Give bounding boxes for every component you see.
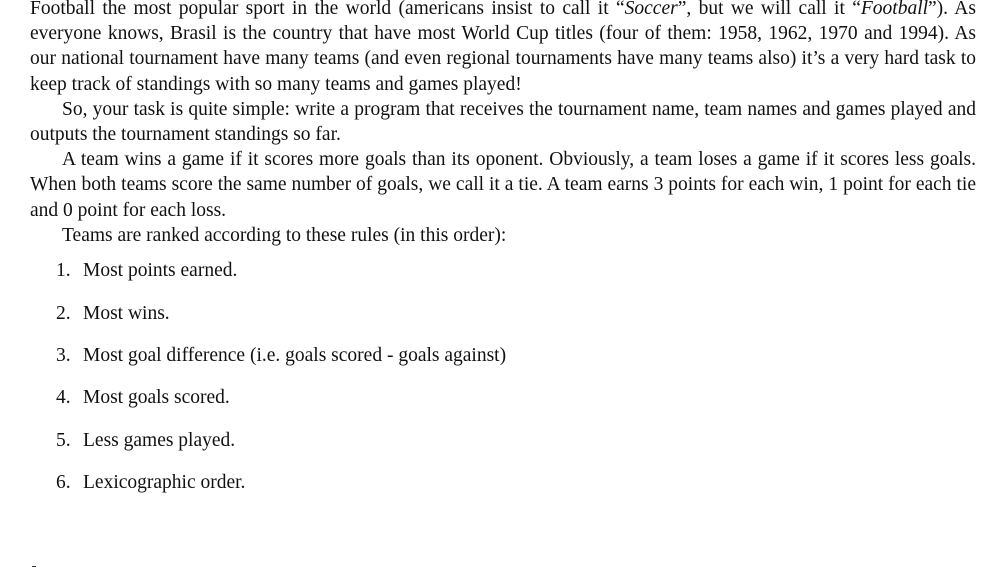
football-term: Football: [860, 0, 929, 19]
list-item: [30, 428, 976, 453]
list-item-text: Less games played.: [83, 429, 236, 451]
list-item-text: Most points earned.: [83, 260, 238, 282]
list-item-number: 3.: [56, 345, 71, 366]
ranking-rules-list: [30, 258, 976, 496]
list-item: [30, 258, 976, 283]
list-item-text: Lexicographic order.: [83, 472, 246, 494]
intro-text-b: ”, but we will call it “: [677, 0, 861, 19]
list-item: [30, 385, 976, 410]
list-item-text: Most goals scored.: [83, 387, 230, 409]
list-item-text: Most wins.: [83, 302, 170, 324]
intro-paragraph: [30, 0, 976, 97]
task-paragraph: So, your task is quite simple: write a program that receives the tournament name, team names and games played and outputs the tournament standings so far.: [30, 98, 976, 146]
scoring-paragraph: A team wins a game if it scores more goals than its oponent. Obviously, a team loses a game if it scores less goals. When both teams score the same number of goals, we call it a tie. A team earns 3 points for each win, 1 point for each tie and 0 point for each loss.: [30, 149, 976, 221]
intro-text-a: Football the most popular sport in the world (americans insist to call it “: [30, 0, 625, 19]
list-item: [30, 301, 976, 326]
list-item-number: 6.: [56, 472, 71, 494]
list-item-number: 4.: [56, 387, 71, 409]
intro-text-c: ”). As everyone knows, Brasil is the country that have most World Cup titles (four of them: 1958, 1962, 1970 and 1994). As our national tournament have many teams (and even regional tournaments have many teams also) it’s a very hard task to keep track of standings with so many teams and games played!: [30, 0, 976, 95]
soccer-term: Soccer: [624, 0, 678, 19]
list-item-number: 2.: [56, 302, 71, 324]
problem-statement: [30, 0, 976, 513]
list-item: [30, 343, 976, 368]
list-item: [30, 470, 976, 495]
page-mark: [32, 566, 36, 567]
list-item-number: 1.: [56, 260, 71, 282]
list-item-number: 5.: [56, 429, 71, 451]
list-item-text: Most goal difference (i.e. goals scored - goals against): [83, 345, 507, 366]
ranking-intro-paragraph: Teams are ranked according to these rules (in this order):: [62, 224, 507, 246]
